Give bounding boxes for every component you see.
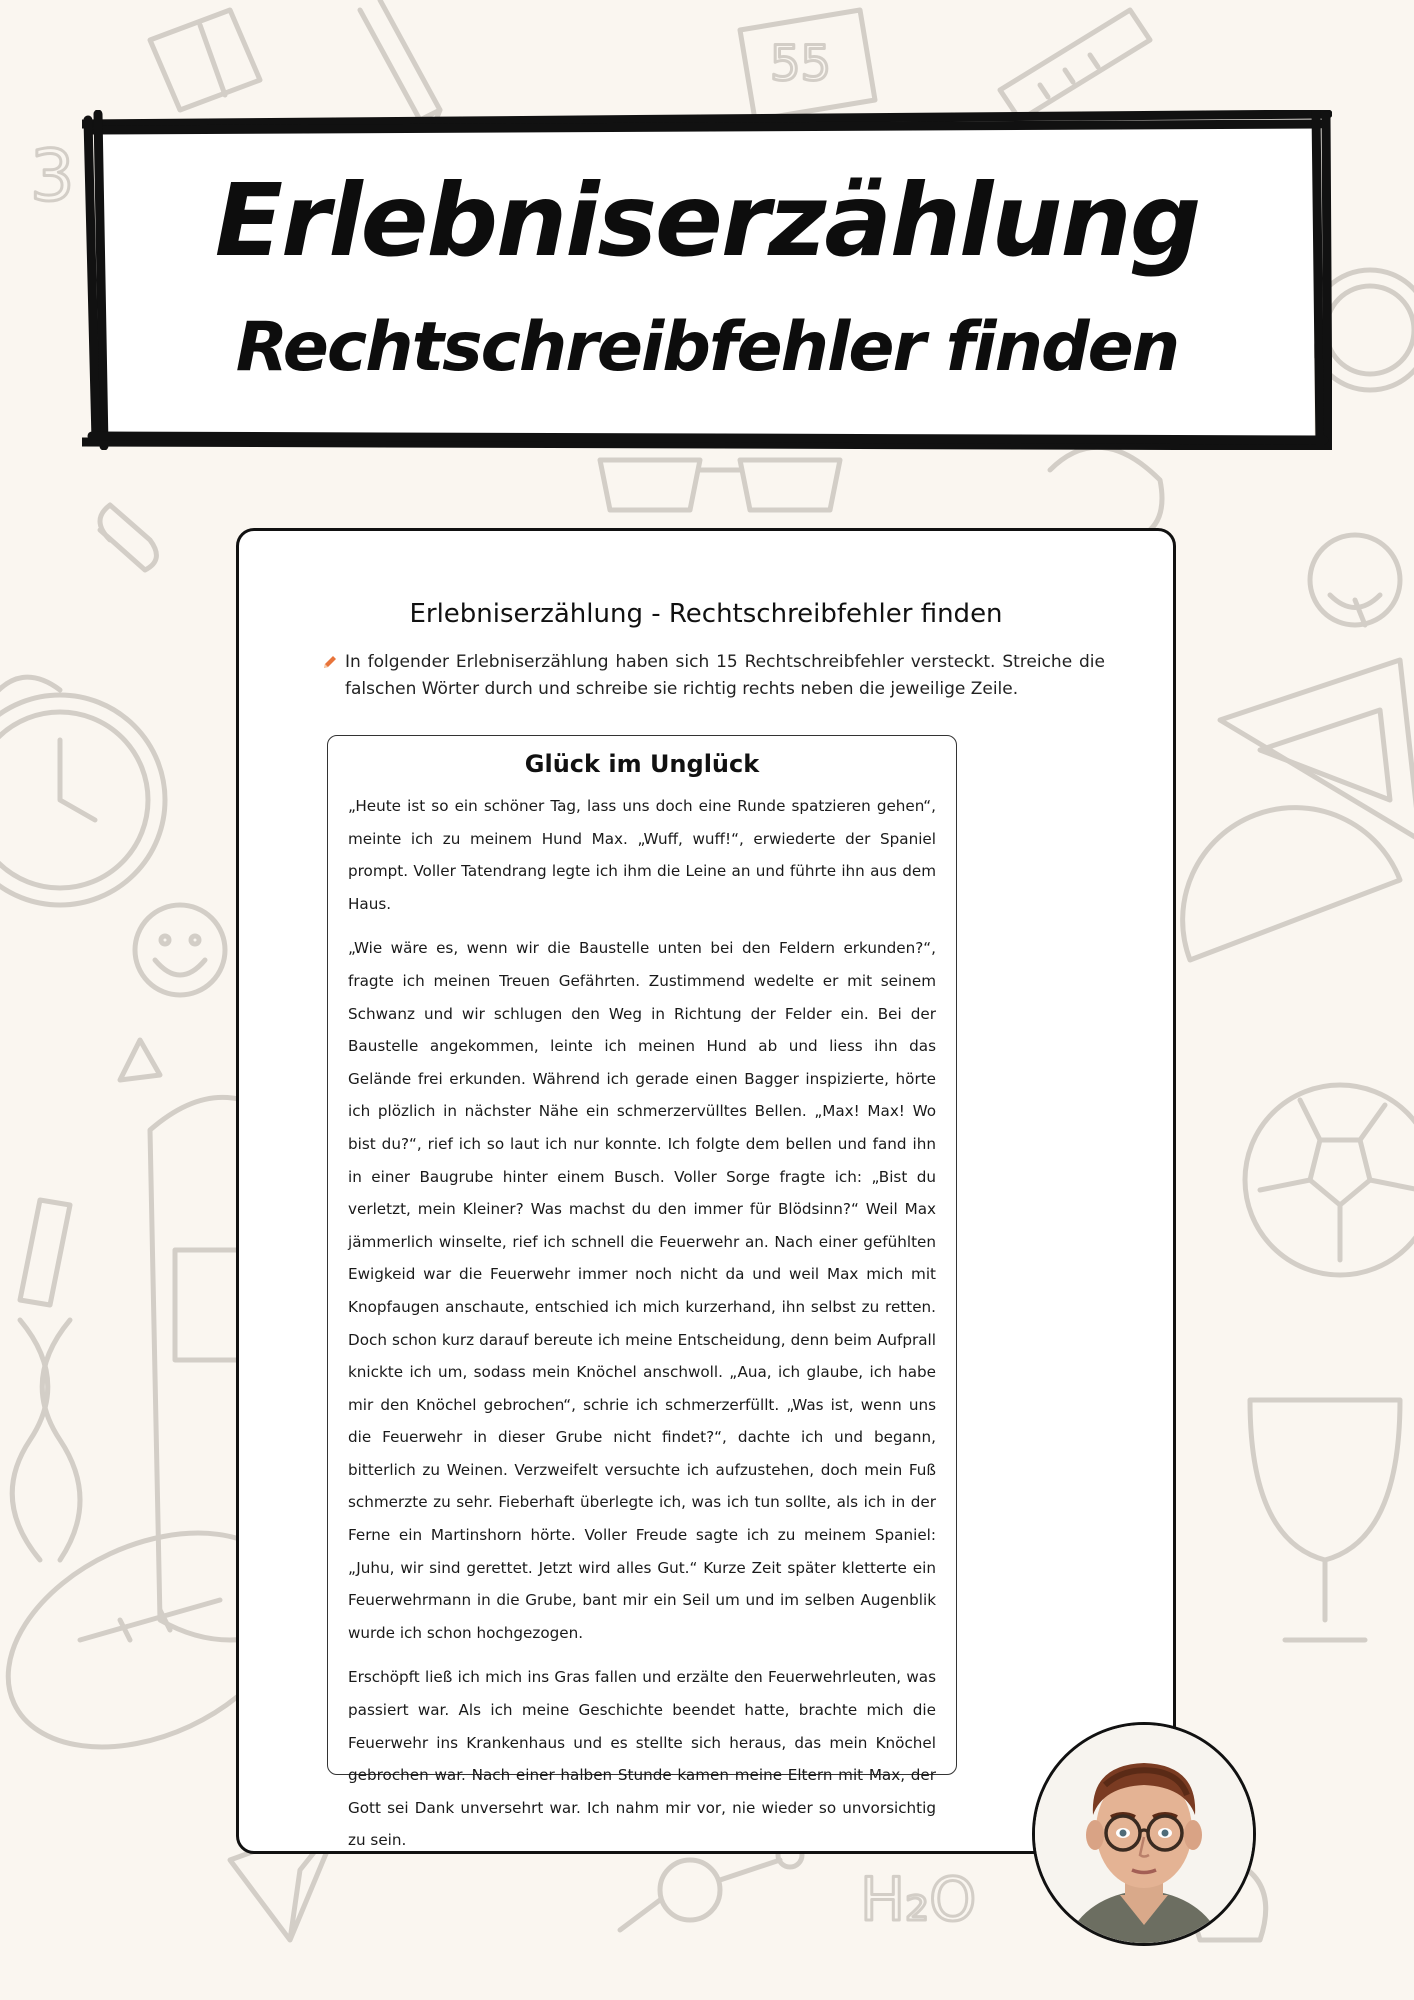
svg-text:H₂O: H₂O bbox=[860, 1865, 977, 1935]
story-paragraph: „Wie wäre es, wenn wir die Baustelle unten bei den Feldern erkunden?“, fragte ich meinen Treuen Gefährten. Zustimmend wedelte er mit seinem Schwanz und wir schlugen den Weg in Richtung der Felder ein. Bei der Baustelle angekommen, leinte ich meinen Hund ab und liess ihn das Gelände frei erkunden. Während ich gerade einen Bagger inspizierte, hörte ich plözlich in nächster Nähe ein schmerzervülltes Bellen. „Max! Max! Wo bist du?“, rief ich so laut ich nur konnte. Ich folgte dem bellen und fand ihn in einer Baugrube hinter einem Busch. Voller Sorge fragte ich: „Bist du verletzt, mein Kleiner? Was machst du den immer für Blödsinn?“ Weil Max jämmerlich winselte, rief ich schnell die Feuerwehr an. Nach einer gefühlten Ewigkeid war die Feuerwehr immer noch nicht da und weil Max mich mit Knopfaugen anschaute, entschied ich mich kurzerhand, ihn selbst zu retten. Doch schon kurz darauf bereute ich meine Entscheidung, denn beim Aufprall knickte ich um, sodass mein Knöchel anschwoll. „Aua, ich glaube, ich habe mir den Knöchel gebrochen“, schrie ich schmerzerfüllt. „Was ist, wenn uns die Feuerwehr in dieser Grube nicht findet?“, dachte ich und begann, bitterlich zu Weinen. Verzweifelt versuchte ich aufzustehen, doch mein Fuß schmerzte zu sehr. Fieberhaft überlegte ich, was ich tun sollte, als ich in der Ferne ein Martinshorn hörte. Voller Freude sagte ich zu meinem Spaniel: „Juhu, wir sind gerettet. Jetzt wird alles Gut.“ Kurze Zeit später kletterte ein Feuerwehrmann in die Grube, bant mir ein Seil um und im selben Augenblik wurde ich schon hochgezogen. bbox=[348, 939, 936, 1642]
svg-text:55: 55 bbox=[770, 36, 832, 92]
story-title: Glück im Unglück bbox=[524, 750, 760, 778]
page-subtitle: Rechtschreibfehler finden bbox=[235, 308, 1179, 387]
svg-text:3: 3 bbox=[30, 135, 75, 217]
instruction-text: In folgender Erlebniserzählung haben sich 15 Rechtschreibfehler versteckt. Streiche die falschen Wörter durch und schreibe sie richtig rechts neben die jeweilige Zeile. bbox=[345, 652, 1105, 699]
worksheet-heading: Erlebniserzählung - Rechtschreibfehler finden bbox=[409, 599, 1003, 629]
story-paragraph: „Heute ist so ein schöner Tag, lass uns doch eine Runde spatzieren gehen“, meinte ich zu meinem Hund Max. „Wuff, wuff!“, erwiederte der Spaniel prompt. Voller Tatendrang legte ich ihm die Leine an und führte ihn aus dem Haus. bbox=[348, 797, 936, 913]
page-title: Erlebniserzählung bbox=[214, 162, 1200, 279]
sketch-frame bbox=[82, 110, 1332, 450]
title-banner bbox=[82, 110, 1332, 450]
boy-with-glasses-avatar bbox=[1032, 1722, 1256, 1946]
story-box bbox=[327, 735, 957, 1850]
worksheet-card bbox=[236, 528, 1176, 1854]
pencil-icon bbox=[321, 653, 339, 671]
story-paragraph: Erschöpft ließ ich mich ins Gras fallen und erzälte den Feuerwehrleuten, was passiert war. Als ich meine Geschichte beendet hatte, brachte mich die Feuerwehr ins Krankenhaus und es stellte sich heraus, das mein Knöchel gebrochen war. Nach einer halben Stunde kamen meine Eltern mit Max, der Gott sei Dank unversehrt war. Ich nahm mir vor, nie wieder so unvorsichtig zu sein. bbox=[348, 1668, 936, 1850]
